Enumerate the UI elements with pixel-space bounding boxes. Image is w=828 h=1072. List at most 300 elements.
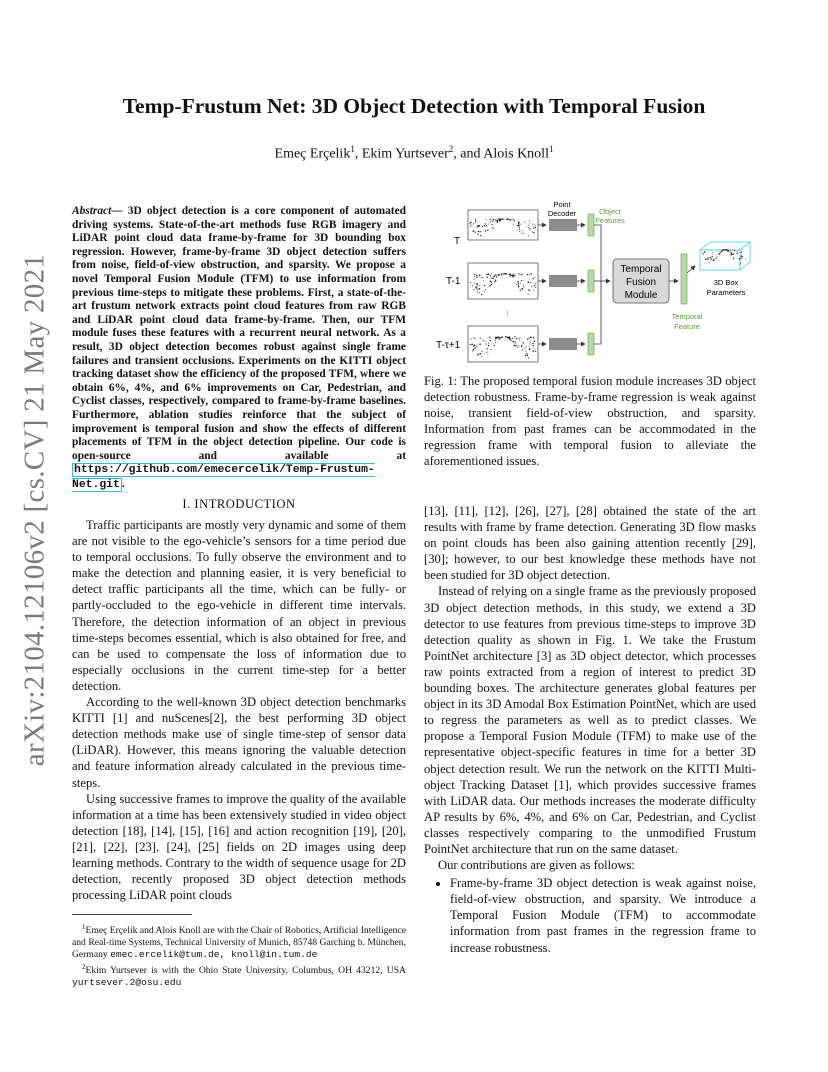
point-decoder-block — [549, 338, 577, 350]
point-cloud-dot — [529, 288, 530, 289]
point-cloud-dot — [482, 340, 483, 341]
point-cloud-dot — [504, 219, 505, 220]
point-cloud-dot — [703, 254, 704, 255]
point-cloud-dot — [474, 347, 475, 348]
point-cloud-dot — [528, 357, 529, 358]
point-cloud-dot — [507, 219, 508, 220]
paragraph: [13], [11], [12], [26], [27], [28] obtained the state of the art results with frame by frame detection. Generating 3D flow masks on point clouds has been also gaining attention recently [29], [30]; however, to our best knowledge these methods have not been studied for 3D object detection. — [424, 504, 756, 583]
point-cloud-dot — [528, 290, 530, 292]
point-cloud-dot — [488, 353, 489, 354]
ellipsis-dots: ⁝ — [506, 309, 509, 318]
point-cloud-dot — [530, 282, 531, 283]
point-cloud-dot — [522, 230, 523, 231]
point-decoder-block — [549, 275, 577, 287]
point-cloud-dot — [493, 343, 494, 344]
point-cloud-dot — [513, 222, 514, 223]
point-cloud-dot — [533, 232, 534, 233]
point-cloud-dot — [486, 219, 487, 220]
point-cloud-dot — [530, 342, 531, 343]
point-cloud-dot — [470, 282, 471, 283]
point-cloud-dot — [480, 231, 481, 232]
point-cloud-dot — [486, 225, 487, 226]
point-cloud-dot — [512, 275, 513, 276]
point-cloud-dot — [525, 351, 526, 352]
point-cloud-dot — [742, 256, 743, 257]
point-cloud-dot — [476, 275, 478, 277]
point-cloud-dot — [486, 343, 487, 344]
figure-caption: Fig. 1: The proposed temporal fusion module increases 3D object detection robustness. Frame-by-frame regression is weak against noise, transient field-of-view obstruction, and sparsity. Information from past frames can be accommodated in the regression frame with temporal fusion to alleviate the aforementioned issues. — [424, 374, 756, 469]
box-parameters-label: 3D Box Parameters — [706, 278, 746, 297]
point-cloud-dot — [519, 231, 520, 232]
point-cloud-dot — [522, 349, 523, 350]
point-cloud-dot — [529, 344, 530, 345]
point-cloud-dot — [516, 274, 517, 275]
point-cloud-dot — [495, 275, 496, 276]
point-cloud-dot — [516, 338, 517, 339]
point-cloud-dot — [518, 283, 519, 284]
point-cloud-dot — [715, 258, 716, 259]
point-cloud-dot — [707, 257, 708, 258]
point-cloud-dot — [518, 222, 520, 224]
point-cloud-dot — [491, 278, 492, 279]
temporal-feature-label: Temporal Feature — [671, 312, 703, 331]
affiliation-mark: 2 — [448, 144, 454, 154]
point-cloud-dot — [505, 336, 506, 337]
point-cloud-dot — [496, 337, 497, 338]
point-cloud-dot — [523, 342, 524, 343]
point-cloud-dot — [473, 345, 475, 347]
point-cloud-dot — [518, 338, 519, 339]
point-cloud-dot — [477, 285, 478, 286]
point-cloud-dot — [489, 285, 490, 286]
point-cloud-dot — [528, 281, 530, 283]
point-cloud-dot — [515, 343, 516, 344]
temporal-feature-bar — [681, 254, 687, 304]
arxiv-stamp-text: arXiv:2104.12106v2 [cs.CV] 21 May 2021 — [18, 253, 51, 767]
point-cloud-dot — [502, 218, 503, 219]
point-cloud-dot — [472, 350, 473, 351]
point-cloud-dot — [489, 336, 491, 338]
author-name: and Alois Knoll — [460, 146, 549, 162]
point-cloud-dot — [493, 278, 494, 279]
point-cloud-dot — [718, 254, 719, 255]
point-cloud-dot — [527, 354, 528, 355]
point-cloud-dot — [529, 274, 530, 275]
point-cloud-dot — [529, 349, 530, 350]
point-cloud-dot — [535, 287, 536, 288]
point-cloud-dot — [706, 259, 707, 260]
point-cloud-dot — [472, 337, 473, 338]
point-cloud-dot — [488, 343, 489, 344]
point-cloud-dot — [512, 341, 514, 343]
point-cloud-dot — [498, 274, 499, 275]
point-cloud-dot — [470, 344, 471, 345]
point-cloud-dot — [514, 336, 515, 337]
point-cloud-dot — [527, 338, 529, 340]
author-name: Emeç Erçelik — [274, 146, 351, 162]
point-cloud-dot — [474, 283, 475, 284]
point-cloud-dot — [723, 249, 724, 250]
point-cloud-dot — [529, 346, 530, 347]
point-cloud-dot — [491, 273, 492, 274]
point-cloud-dot — [719, 251, 720, 252]
point-cloud-dot — [513, 273, 514, 274]
author-name: Ekim Yurtsever — [361, 146, 449, 162]
point-cloud-dot — [534, 285, 535, 286]
point-cloud-dot — [531, 286, 532, 287]
point-cloud-dot — [510, 276, 511, 277]
point-cloud-dot — [502, 336, 503, 337]
point-cloud-dot — [702, 253, 703, 254]
point-cloud-dot — [520, 224, 521, 225]
point-cloud-dot — [470, 339, 471, 340]
point-cloud-dot — [495, 340, 496, 341]
point-cloud-dot — [525, 355, 526, 356]
paragraph: Instead of relying on a single frame as the previously proposed 3D object detection methods, in this study, we extend a 3D detector to use features from previous time-steps to improve 3D detection quality as shown in Fig. 1. We take the Frustum PointNet architecture [3] as 3D object detector, which processes raw points extracted from a region of interest to predict 3D bounding boxes. The architecture generates global features per object in its 3D Amodal Box Estimation PointNet, which are used to regress the parameters as well as to predict classes. We propose a Temporal Fusion Module (TFM) to make use of the representative object-specific features in time for a better 3D object detection result. We run the network on the KITTI Multi-object Tracking Dataset [1], which provides successive frames with LiDAR data. Our methods increases the moderate difficulty AP results by 6%, 4%, and 6% on Car, Pedestrian, and Cyclist classes respectively comparing to the unmodified Frustum PointNet architecture that run on the same dataset. — [424, 584, 756, 856]
point-cloud-dot — [493, 219, 495, 221]
point-cloud-dot — [526, 346, 527, 347]
point-cloud-dot — [705, 258, 706, 259]
point-cloud-dot — [517, 281, 519, 283]
paragraph: Our contributions are given as follows: — [438, 858, 635, 873]
point-cloud-dot — [513, 224, 514, 225]
point-cloud-dot — [514, 344, 515, 345]
point-cloud-dot — [734, 250, 735, 251]
point-cloud-dot — [477, 277, 478, 278]
point-cloud-dot — [496, 276, 497, 277]
point-cloud-dot — [521, 346, 522, 347]
point-cloud-dot — [485, 230, 486, 231]
point-cloud-dot — [740, 258, 741, 259]
frame-label-t1: T-1 — [446, 276, 461, 287]
point-cloud-dot — [534, 341, 536, 343]
point-cloud-dot — [515, 345, 517, 347]
point-cloud-dot — [484, 353, 485, 354]
point-cloud-dot — [529, 229, 530, 230]
point-cloud-dot — [512, 338, 513, 339]
point-cloud-dot — [513, 219, 514, 220]
point-cloud-dot — [704, 252, 705, 253]
point-cloud-dot — [521, 345, 522, 346]
point-cloud-dot — [475, 274, 476, 275]
point-cloud-dot — [528, 225, 529, 226]
point-cloud-dot — [514, 277, 515, 278]
point-cloud-dot — [481, 294, 482, 295]
point-cloud-dot — [478, 354, 479, 355]
point-cloud-dot — [485, 289, 486, 290]
paragraph: According to the well-known 3D object detection benchmarks KITTI [1] and nuScenes[2], the best performing 3D object detection methods make use of single time-step of sensor data (LiDAR). However, this means ignoring the valuable detection and feature information already calculated in the previous time-steps. — [72, 695, 406, 790]
point-cloud-dot — [497, 277, 498, 278]
point-cloud-dot — [524, 347, 525, 348]
point-cloud-dot — [491, 224, 492, 225]
point-cloud-dot — [533, 345, 534, 346]
point-cloud-dot — [741, 256, 742, 257]
footnote-mark: 2 — [82, 963, 86, 972]
point-cloud-dot — [497, 220, 498, 221]
point-cloud-dot — [535, 351, 536, 352]
point-cloud-dot — [479, 343, 481, 345]
point-cloud-dot — [535, 225, 536, 226]
point-cloud-dot — [518, 287, 519, 288]
point-cloud-dot — [510, 220, 511, 221]
point-cloud-dot — [479, 285, 480, 286]
point-cloud-dot — [476, 283, 477, 284]
footnote — [72, 961, 406, 989]
abstract — [72, 205, 406, 492]
point-cloud-dot — [519, 347, 520, 348]
point-cloud-dot — [495, 219, 496, 220]
point-cloud-dot — [533, 290, 534, 291]
point-cloud-dot — [507, 337, 508, 338]
point-cloud-dot — [492, 343, 493, 344]
point-cloud-dot — [520, 276, 521, 277]
point-cloud-dot — [517, 347, 518, 348]
abstract-text: 3D object detection is a core component of automated driving systems. State-of-the-art methods fuse RGB imagery and LiDAR point cloud data frame-by-frame for 3D bounding box regression. However, frame-by-frame 3D object detection suffers from noise, field-of-view obstruction, and sparsity. We propose a novel Temporal Fusion Module (TFM) to use information from previous time-steps to mitigate these problems. First, a state-of-the-art frustum network extracts point cloud features from raw RGB and LiDAR point cloud data frame-by-frame. Then, our TFM module fuses these features with a recurrent neural network. As a result, 3D object detection becomes robust against single frame failures and transient occlusions. Experiments on the KITTI object tracking dataset show the efficiency of the proposed TFM, where we obtain 6%, 4%, and 6% improvements on Car, Pedestrian, and Cyclist classes, respectively, compared to frame-by-frame baselines. Furthermore, ablation studies reinforce that the subject of improvement is temporal fusion and show the effects of different placements of TFM in the object detection pipeline. Our code is open-source and available at — [72, 205, 406, 462]
point-cloud-dot — [489, 340, 491, 342]
point-cloud-dot — [709, 257, 711, 259]
point-cloud-dot — [529, 348, 530, 349]
point-cloud-dot — [484, 285, 485, 286]
list-item: • Frame-by-frame 3D object detection is weak against noise, field-of-view obstruction, and sparsity. We introduce a Temporal Fusion Module (TFM) to accommodate information from past frames in the regression frame to increase robustness. — [450, 875, 756, 955]
point-cloud-dot — [488, 345, 490, 347]
point-cloud-dot — [526, 353, 527, 354]
point-cloud-dot — [487, 230, 488, 231]
point-cloud-dot — [532, 343, 534, 345]
architecture-diagram — [430, 198, 760, 363]
footnote-email[interactable]: yurtsever.2@osu.edu — [72, 977, 182, 989]
introduction-body — [72, 517, 406, 903]
frame-label-ttau: T-τ+1 — [436, 340, 461, 351]
point-cloud-dot — [481, 351, 482, 352]
point-cloud-dot — [484, 223, 485, 224]
point-cloud-thumbnail-ttau — [468, 326, 538, 362]
object-features-label: Object Features — [595, 207, 625, 225]
footnote-text: Ekim Yurtsever is with the Ohio State University, Columbus, OH 43212, USA — [85, 965, 406, 977]
point-cloud-dot — [739, 260, 740, 261]
point-cloud-dot — [514, 282, 515, 283]
point-cloud-dot — [519, 227, 520, 228]
point-cloud-dot — [529, 220, 530, 221]
point-cloud-dot — [510, 340, 511, 341]
point-cloud-dot — [484, 341, 485, 342]
point-cloud-dot — [510, 275, 511, 276]
point-cloud-dot — [487, 277, 488, 278]
point-cloud-dot — [471, 222, 472, 223]
point-cloud-dot — [532, 351, 533, 352]
point-cloud-dot — [518, 225, 519, 226]
point-cloud-dot — [518, 345, 519, 346]
point-cloud-dot — [495, 342, 496, 343]
object-feature-bar — [588, 214, 594, 236]
point-cloud-dot — [741, 252, 743, 254]
point-cloud-dot — [533, 347, 534, 348]
point-cloud-dot — [492, 227, 493, 228]
point-cloud-dot — [503, 273, 504, 274]
arxiv-stamp — [12, 253, 58, 767]
code-link[interactable]: https://github.com/emecercelik/Temp-Frustum-Net.git — [72, 464, 375, 491]
point-cloud-dot — [522, 274, 523, 275]
point-cloud-dot — [477, 291, 478, 292]
footnote-mark: 1 — [82, 923, 86, 931]
point-decoder-label: Point Decoder — [547, 200, 577, 218]
point-cloud-dot — [509, 339, 510, 340]
point-cloud-dot — [484, 291, 485, 292]
point-cloud-dot — [525, 357, 526, 358]
point-cloud-dot — [533, 228, 534, 229]
footnote-text: Emeç Erçelik and Alois Knoll are with the Chair of Robotics, Artificial Intelligence and Real-time Systems, Technical University of Munich, 85748 Garching b. München, Germany — [72, 925, 406, 961]
point-cloud-dot — [514, 220, 515, 221]
point-cloud-dot — [528, 294, 529, 295]
point-cloud-dot — [523, 285, 524, 286]
point-cloud-dot — [517, 225, 519, 227]
point-cloud-dot — [486, 352, 487, 353]
section-heading: I. INTRODUCTION — [182, 497, 296, 511]
point-cloud-dot — [487, 274, 488, 275]
point-cloud-dot — [514, 275, 516, 277]
point-cloud-dot — [515, 341, 516, 342]
point-cloud-dot — [519, 338, 520, 339]
point-cloud-dot — [520, 290, 521, 291]
point-cloud-dot — [497, 222, 498, 223]
point-cloud-dot — [500, 219, 501, 220]
point-cloud-dot — [491, 284, 492, 285]
point-cloud-dot — [473, 349, 474, 350]
point-cloud-dot — [532, 231, 533, 232]
footnote-email[interactable]: emec.ercelik@tum.de, knoll@in.tum.de — [110, 949, 318, 961]
point-cloud-dot — [477, 283, 478, 284]
point-cloud-dot — [712, 254, 713, 255]
point-cloud-dot — [477, 289, 478, 290]
point-cloud-dot — [520, 283, 521, 284]
point-cloud-dot — [733, 258, 734, 259]
point-cloud-dot — [471, 338, 472, 339]
point-cloud-dot — [740, 262, 741, 263]
point-cloud-dot — [742, 257, 743, 258]
point-cloud-dot — [482, 226, 483, 227]
point-cloud-dot — [470, 222, 471, 223]
point-cloud-dot — [712, 252, 713, 253]
point-cloud-dot — [534, 337, 535, 338]
point-cloud-dot — [528, 337, 529, 338]
point-cloud-dot — [521, 280, 522, 281]
point-cloud-dot — [488, 286, 489, 287]
point-cloud-dot — [506, 273, 507, 274]
point-cloud-dot — [530, 337, 531, 338]
point-cloud-dot — [492, 221, 493, 222]
point-cloud-dot — [519, 229, 520, 230]
point-cloud-dot — [480, 235, 481, 236]
point-cloud-dot — [725, 249, 726, 250]
frame-label-t: T — [454, 236, 461, 247]
point-cloud-dot — [474, 338, 475, 339]
point-cloud-dot — [484, 225, 485, 226]
point-cloud-dot — [474, 276, 475, 277]
point-cloud-dot — [523, 286, 524, 287]
point-cloud-dot — [530, 341, 531, 342]
point-cloud-dot — [740, 263, 741, 264]
point-cloud-dot — [745, 259, 746, 260]
paragraph: Traffic participants are mostly very dynamic and some of them are not visible to the ego-vehicle’s sensors for a time period due to temporal occlusions. To fully observe the environment and to make the detection and planning easier, it is very beneficial to detect traffic participants all the time, which can be fully- or partly-occluded to the ego-vehicle in different time intervals. Therefore, the detection information of an object in previous time-steps becomes essential, which is also obtained for free, and can be used to compensate the loss of information due to especially occlusions in the current time-step for a better detection. — [72, 518, 406, 693]
point-cloud-dot — [509, 337, 510, 338]
point-cloud-dot — [528, 235, 529, 236]
point-cloud-dot — [490, 349, 491, 350]
point-cloud-dot — [474, 289, 475, 290]
point-cloud-dot — [495, 280, 496, 281]
point-cloud-dot — [495, 279, 496, 280]
point-cloud-dot — [486, 348, 487, 349]
point-cloud-dot — [523, 280, 524, 281]
point-cloud-dot — [481, 277, 482, 278]
point-cloud-dot — [716, 256, 717, 257]
point-cloud-dot — [535, 349, 536, 350]
point-cloud-thumbnail-t1 — [468, 263, 538, 299]
point-cloud-dot — [482, 351, 483, 352]
point-cloud-dot — [498, 337, 499, 338]
point-cloud-dot — [477, 226, 478, 227]
point-cloud-dot — [500, 338, 501, 339]
object-feature-bar — [588, 333, 594, 355]
point-cloud-dot — [477, 234, 478, 235]
point-cloud-dot — [527, 274, 528, 275]
footnote — [72, 921, 406, 961]
point-cloud-dot — [721, 251, 722, 252]
point-cloud-dot — [535, 283, 536, 284]
affiliation-mark: 1 — [548, 144, 554, 154]
point-cloud-dot — [730, 253, 731, 254]
point-cloud-dot — [490, 221, 491, 222]
point-cloud-dot — [533, 286, 534, 287]
point-cloud-dot — [475, 287, 476, 288]
point-cloud-dot — [535, 227, 536, 228]
point-cloud-dot — [472, 285, 473, 286]
point-cloud-dot — [494, 275, 495, 276]
right-column-body — [424, 503, 756, 956]
point-cloud-dot — [712, 256, 713, 257]
point-decoder-block — [549, 219, 577, 231]
point-cloud-dot — [535, 277, 536, 278]
point-cloud-dot — [488, 224, 489, 225]
abstract-end: . — [121, 477, 125, 490]
point-cloud-dot — [521, 274, 522, 275]
point-cloud-dot — [505, 273, 507, 275]
point-cloud-dot — [475, 220, 476, 221]
tfm-label: Temporal Fusion Module — [620, 264, 662, 301]
point-cloud-dot — [499, 339, 500, 340]
point-cloud-dot — [524, 233, 525, 234]
point-cloud-dot — [524, 222, 525, 223]
point-cloud-dot — [491, 219, 492, 220]
point-cloud-dot — [509, 274, 510, 275]
point-cloud-dot — [471, 344, 473, 346]
point-cloud-dot — [475, 232, 476, 233]
point-cloud-dot — [520, 337, 521, 338]
point-cloud-dot — [469, 223, 470, 224]
point-cloud-dot — [518, 286, 519, 287]
point-cloud-dot — [711, 258, 712, 259]
point-cloud-dot — [737, 253, 738, 254]
point-cloud-dot — [474, 274, 475, 275]
3d-bounding-box — [700, 242, 750, 270]
point-cloud-dot — [533, 227, 534, 228]
object-feature-bar — [588, 270, 594, 292]
point-cloud-dot — [481, 356, 482, 357]
point-cloud-dot — [529, 223, 530, 224]
paper-title: Temp-Frustum Net: 3D Object Detection with Temporal Fusion — [122, 94, 706, 118]
point-cloud-dot — [519, 340, 520, 341]
point-cloud-dot — [499, 220, 500, 221]
point-cloud-dot — [528, 227, 529, 228]
point-cloud-dot — [527, 227, 528, 228]
